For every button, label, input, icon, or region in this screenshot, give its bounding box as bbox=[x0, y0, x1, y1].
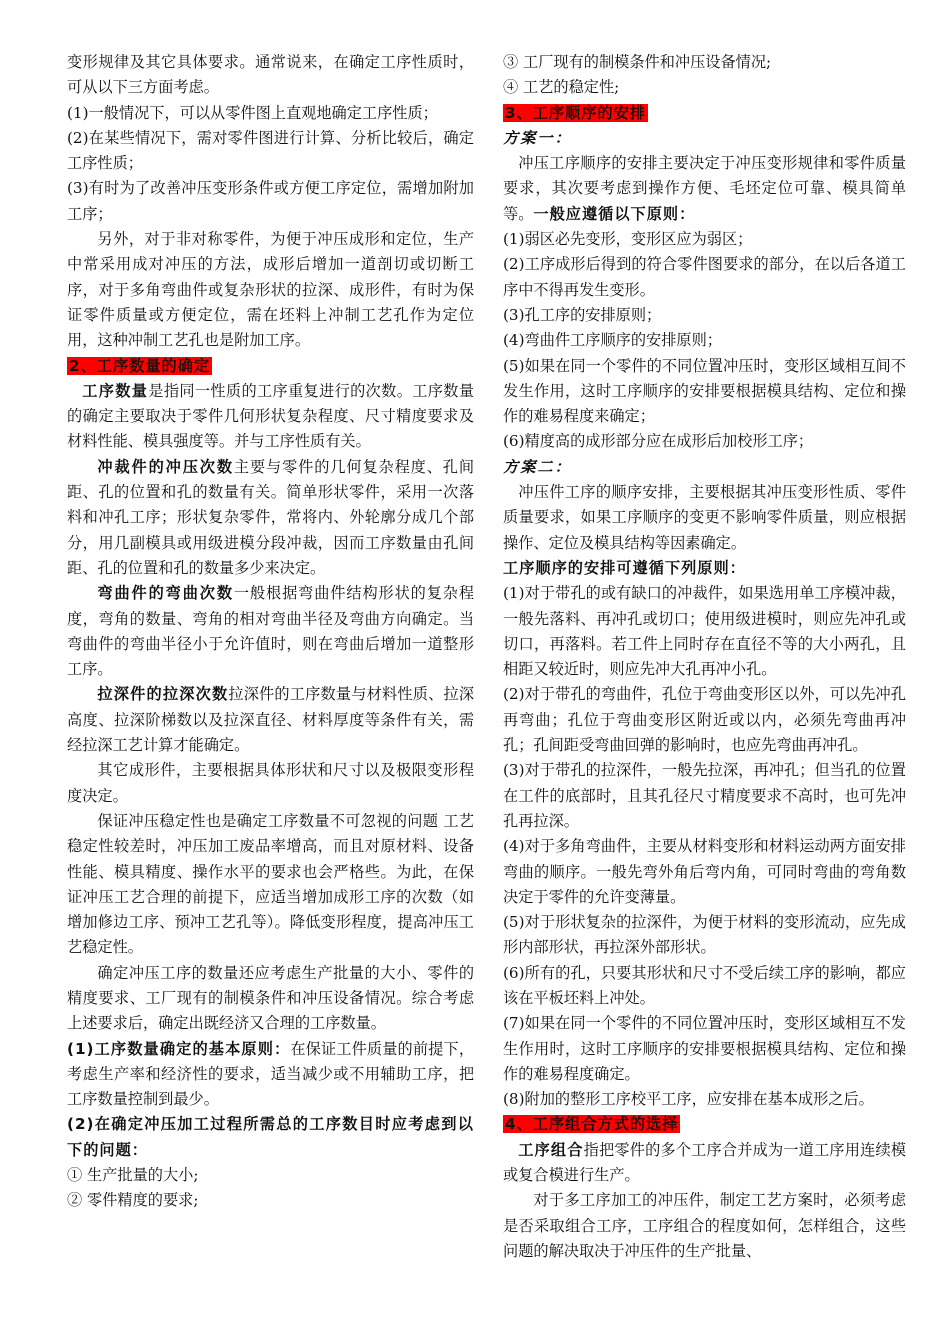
term: 工序顺序的安排可遵循下列原则： bbox=[503, 558, 746, 577]
term: 拉深件的拉深次数 bbox=[97, 685, 229, 704]
heading-highlight: 3、工序顺序的安排 bbox=[505, 103, 647, 122]
paragraph bbox=[503, 556, 906, 581]
paragraph bbox=[67, 379, 474, 455]
list-item: (7)如果在同一个零件的不同位置冲压时，变形区域相互不发生作用时，这时工序顺序的安排要根据模具结构、定位和操作的难易程度确定。 bbox=[503, 1014, 906, 1083]
paragraph bbox=[67, 1037, 474, 1113]
term: 弯曲件的弯曲次数 bbox=[97, 584, 234, 603]
list-item: ④ 工艺的稳定性; bbox=[503, 78, 620, 97]
paragraph: 保证冲压稳定性也是确定工序数量不可忽视的问题 工艺稳定性较差时，冲压加工废品率增高，而且对原材料、设备性能、模具精度、操作水平的要求也会严格些。为此，在保证冲压工艺合理的前提下，应适当增加成形工序的次数（如增加修边工序、预冲工艺孔等）。降低变形程度，提高冲压工艺稳定性。 bbox=[67, 811, 474, 957]
list-item: (3)有时为了改善冲压变形条件或方便工序定位，需增加附加工序； bbox=[67, 179, 474, 223]
paragraph bbox=[67, 682, 474, 758]
list-item: (6)所有的孔，只要其形状和尺寸不受后续工序的影响，都应该在平板坯料上冲处。 bbox=[503, 963, 906, 1007]
list-item: (1)对于带孔的或有缺口的冲裁件，如果选用单工序模冲裁，一般先落料、再冲孔或切口；使用级进模时，则应先冲孔或切口，再落料。若工件上同时存在直径不等的大小两孔，且相距又较近时，则应先冲大孔再冲小孔。 bbox=[503, 584, 906, 679]
plan-label-text: 方案二： bbox=[503, 457, 572, 476]
paragraph-text: ： bbox=[131, 1140, 148, 1159]
plan-label-text: 方案一： bbox=[503, 128, 572, 147]
paragraph bbox=[67, 581, 474, 682]
paragraph-text: 主要与零件的几何复杂程度、孔间距、孔的位置和孔的数量有关。简单形状零件，采用一次落料和冲孔工序；形状复杂零件，常将内、外轮廓分成几个部分，用几副模具或用级进模分段冲裁，因而工序数量由孔间距、孔的位置和孔的数量多少来决定。 bbox=[67, 457, 475, 577]
paragraph-text: 拉深件的工序数量与材料性质、拉深高度、拉深阶梯数以及拉深直径、材料厚度等条件有关，需经拉深工艺计算才能确定。 bbox=[67, 685, 475, 755]
term: 一般应遵循以下原则： bbox=[533, 204, 696, 223]
list-item: (2)在某些情况下，需对零件图进行计算、分析比较后，确定工序性质； bbox=[67, 128, 474, 173]
section-heading-4 bbox=[503, 1112, 906, 1137]
paragraph bbox=[503, 151, 906, 227]
term: 工序组合 bbox=[518, 1140, 584, 1159]
list-item: (5)对于形状复杂的拉深件，为便于材料的变形流动，应先成形内部形状，再拉深外部形状。 bbox=[503, 913, 906, 957]
paragraph: 其它成形件，主要根据具体形状和尺寸以及极限变形程度决定。 bbox=[67, 761, 474, 805]
paragraph bbox=[67, 1112, 474, 1163]
list-item: ② 零件精度的要求; bbox=[67, 1191, 199, 1210]
paragraph: 确定冲压工序的数量还应考虑生产批量的大小、零件的精度要求、工厂现有的制模条件和冲压设备情况。综合考虑上述要求后，确定出既经济又合理的工序数量。 bbox=[67, 963, 474, 1033]
paragraph: 另外，对于非对称零件，为便于冲压成形和定位，生产中常采用成对冲压的方法，成形后增加一道剖切或切断工序，对于多角弯曲件或复杂形状的拉深、成形件，有时为保证零件质量或方便定位，需在坯料上冲制工艺孔作为定位用，这种冲制工艺孔也是附加工序。 bbox=[67, 230, 474, 350]
list-item: (2)工序成形后得到的符合零件图要求的部分，在以后各道工序中不得再发生变形。 bbox=[503, 255, 906, 299]
plan-label bbox=[503, 126, 906, 151]
paragraph-text: 冲压工序顺序的安排主要决定于冲压变形规律和零件质量要求，其次要考虑到操作方便、毛坯定位可靠、模具简单等。 bbox=[503, 154, 906, 223]
plan-label bbox=[503, 455, 906, 480]
list-item: (1)弱区必先变形，变形区应为弱区； bbox=[503, 230, 753, 249]
list-item: ③ 工厂现有的制模条件和冲压设备情况; bbox=[503, 53, 772, 71]
term: (2)在确定冲压加工过程所需总的工序数目时应考虑到以下的问题 bbox=[67, 1115, 474, 1159]
paragraph-text: 是指同一性质的工序重复进行的次数。工序数量的确定主要取决于零件几何形状复杂程度、尺寸精度要求及材料性能、模具强度等。并与工序性质有关。 bbox=[67, 381, 475, 451]
list-item: (4)对于多角弯曲件，主要从材料变形和材料运动两方面安排弯曲的顺序。一般先弯外角后弯内角，可同时弯曲的弯角数决定于零件的允许变薄量。 bbox=[503, 837, 906, 906]
list-item: (1)一般情况下，可以从零件图上直观地确定工序性质； bbox=[67, 103, 438, 122]
term: 工序数量 bbox=[82, 381, 149, 400]
list-item: ① 生产批量的大小; bbox=[67, 1166, 199, 1185]
term: 冲裁件的冲压次数 bbox=[97, 457, 234, 476]
list-item: (4)弯曲件工序顺序的安排原则； bbox=[503, 331, 722, 350]
section-heading-2 bbox=[67, 354, 474, 379]
paragraph: 冲压件工序的顺序安排，主要根据其冲压变形性质、零件质量要求，如果工序顺序的变更不影响零件质量，则应根据操作、定位及模具结构等因素确定。 bbox=[503, 483, 906, 552]
list-item: (8)附加的整形工序校平工序，应安排在基本成形之后。 bbox=[503, 1090, 874, 1109]
heading-highlight: 2、工序数量的确定 bbox=[69, 356, 211, 375]
heading-highlight: 4、工序组合方式的选择 bbox=[505, 1115, 679, 1134]
list-item: (3)孔工序的安排原则； bbox=[503, 305, 662, 324]
paragraph bbox=[67, 455, 474, 581]
paragraph-text: 一般根据弯曲件结构形状的复杂程度，弯角的数量、弯角的相对弯曲半径及弯曲方向确定。当弯曲件的弯曲半径小于允许值时，则在弯曲后增加一道整形工序。 bbox=[67, 584, 475, 679]
term: (1)工序数量确定的基本原则： bbox=[67, 1039, 291, 1058]
section-heading-3 bbox=[503, 101, 906, 126]
right-column bbox=[503, 50, 906, 1264]
paragraph-text: 在保证工件质量的前提下，考虑生产率和经济性的要求，适当减少或不用辅助工序，把工序数量控制到最少。 bbox=[67, 1039, 475, 1109]
paragraph-text: 指把零件的多个工序合并成为一道工序用连续模或复合模进行生产。 bbox=[503, 1140, 906, 1185]
list-item: (2)对于带孔的弯曲件，孔位于弯曲变形区以外，可以先冲孔再弯曲；孔位于弯曲变形区附近或以内，必须先弯曲再冲孔；孔间距受弯曲回弹的影响时，也应先弯曲再冲孔。 bbox=[503, 685, 906, 755]
list-item: (3)对于带孔的拉深件，一般先拉深，再冲孔；但当孔的位置在工件的底部时，且其孔径尺寸精度要求不高时，也可先冲孔再拉深。 bbox=[503, 761, 906, 830]
list-item: (5)如果在同一个零件的不同位置冲压时，变形区域相互间不发生作用，这时工序顺序的安排要根据模具结构、定位和操作的难易程度来确定； bbox=[503, 356, 906, 426]
paragraph: 对于多工序加工的冲压件，制定工艺方案时，必须考虑是否采取组合工序，工序组合的程度如何，怎样组合，这些问题的解决取决于冲压件的生产批量、 bbox=[503, 1191, 906, 1260]
left-column bbox=[67, 50, 474, 1214]
paragraph bbox=[503, 1138, 906, 1189]
list-item: (6)精度高的成形部分应在成形后加校形工序； bbox=[503, 432, 814, 451]
paragraph: 变形规律及其它具体要求。通常说来，在确定工序性质时，可从以下三方面考虑。 bbox=[67, 53, 474, 97]
